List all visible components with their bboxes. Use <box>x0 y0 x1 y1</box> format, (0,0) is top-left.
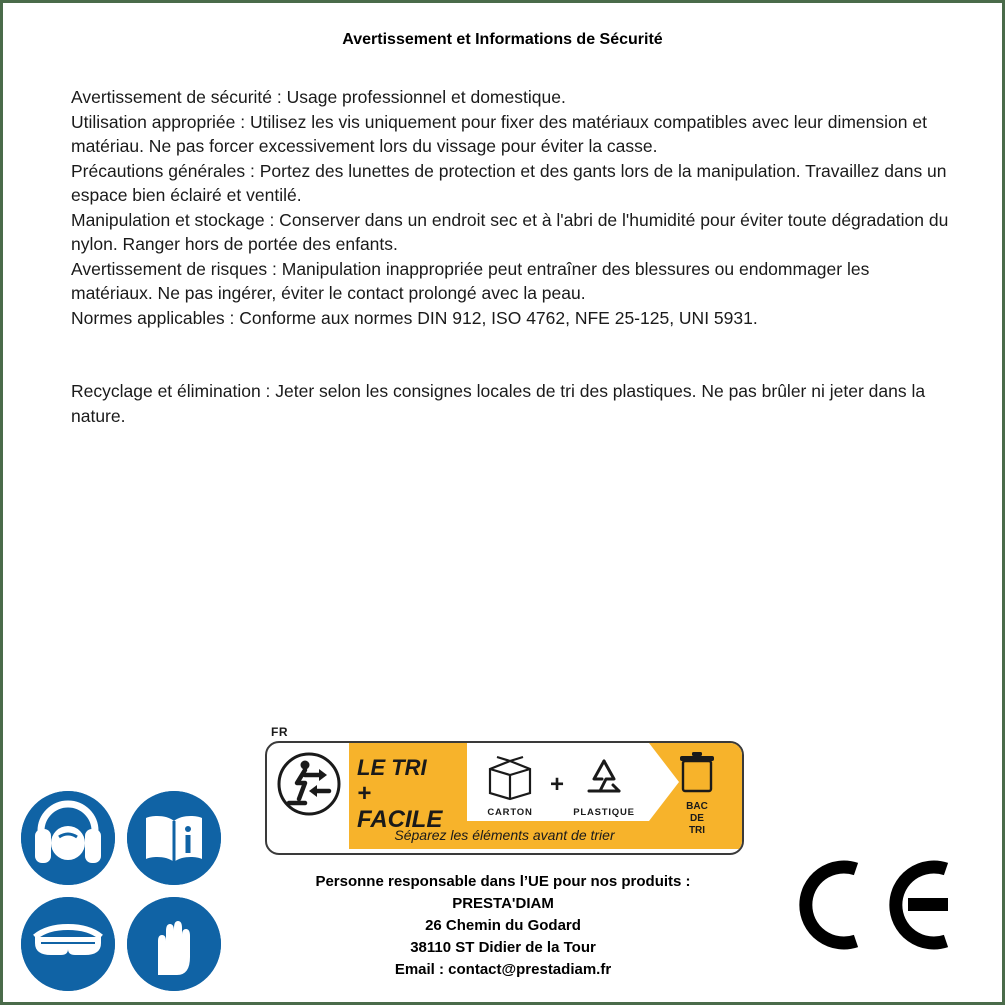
paragraph-safety-warning: Avertissement de sécurité : Usage professionnel et domestique. <box>71 87 566 107</box>
ear-protection-icon <box>21 791 115 885</box>
intro-suffix: pour nos produits : <box>548 873 691 890</box>
paragraph-general-precautions: Précautions générales : Portez des lunettes de protection et des gants lors de la manipulation. Travaillez dans un espace bien éclairé et ventilé. <box>71 160 947 205</box>
responsible-person-block <box>203 871 803 981</box>
tri-footer-text: Séparez les éléments avant de trier <box>394 827 615 843</box>
carton-box-icon <box>473 751 547 801</box>
page-title: Avertissement et Informations de Sécurité <box>342 31 663 48</box>
paragraph-handling-storage: Manipulation et stockage : Conserver dans un endroit sec et à l'abri de l'humidité pour éviter toute dégradation du nylon. Ranger hors de portée des enfants. <box>71 209 949 254</box>
address-line-1: 26 Chemin du Godard <box>425 917 581 934</box>
ce-mark-icon <box>798 855 958 955</box>
carton-material <box>473 751 547 818</box>
triman-icon <box>275 751 347 817</box>
address-line-2: 38110 ST Didier de la Tour <box>410 939 596 956</box>
tri-slogan-line2: + FACILE <box>357 780 443 833</box>
carton-label: CARTON <box>487 807 533 818</box>
intro-prefix: Personne responsable dans l’ <box>315 873 529 890</box>
responsible-person-intro <box>203 871 803 893</box>
paragraph-standards: Normes applicables : Conforme aux normes DIN 912, ISO 4762, NFE 25-125, UNI 5931. <box>71 307 758 328</box>
plastic-material <box>567 751 641 818</box>
bin-line3: TRI <box>688 825 706 836</box>
safety-information-text <box>71 85 951 428</box>
waste-bin-icon <box>674 751 720 795</box>
bin-line1: BAC <box>686 801 708 812</box>
plastic-label: PLASTIQUE <box>573 807 635 818</box>
paragraph-appropriate-use: Utilisation appropriée : Utilisez les vis uniquement pour fixer des matériaux compatibles avec leur dimension et matériau. Ne pas forcer excessivement lors du vissage pour éviter la casse. <box>71 111 927 156</box>
bin-line2: DE <box>690 813 704 824</box>
paragraph-recycling: Recyclage et élimination : Jeter selon les consignes locales de tri des plastiques. Ne pas brûler ni jeter dans la nature. <box>71 381 926 426</box>
paragraph-risk-warning: Avertissement de risques : Manipulation inappropriée peut entraîner des blessures ou endommager les matériaux. Ne pas ingérer, éviter le contact prolongé avec la peau. <box>71 258 870 303</box>
intro-ue: UE <box>528 873 549 890</box>
eye-protection-icon <box>21 897 115 991</box>
tri-plus-sign: + <box>550 771 565 798</box>
tri-country-code: FR <box>271 725 288 739</box>
company-name: PRESTA'DIAM <box>452 895 554 912</box>
tri-slogan-line1: LE TRI <box>357 755 427 780</box>
triman-recycling-label <box>265 725 740 855</box>
tri-label-box <box>265 741 744 855</box>
safety-pictogram-group <box>17 789 225 997</box>
recycle-triangle-icon <box>567 751 641 801</box>
paragraph-spacer <box>71 330 951 379</box>
contact-email: Email : contact@prestadiam.fr <box>394 961 612 978</box>
